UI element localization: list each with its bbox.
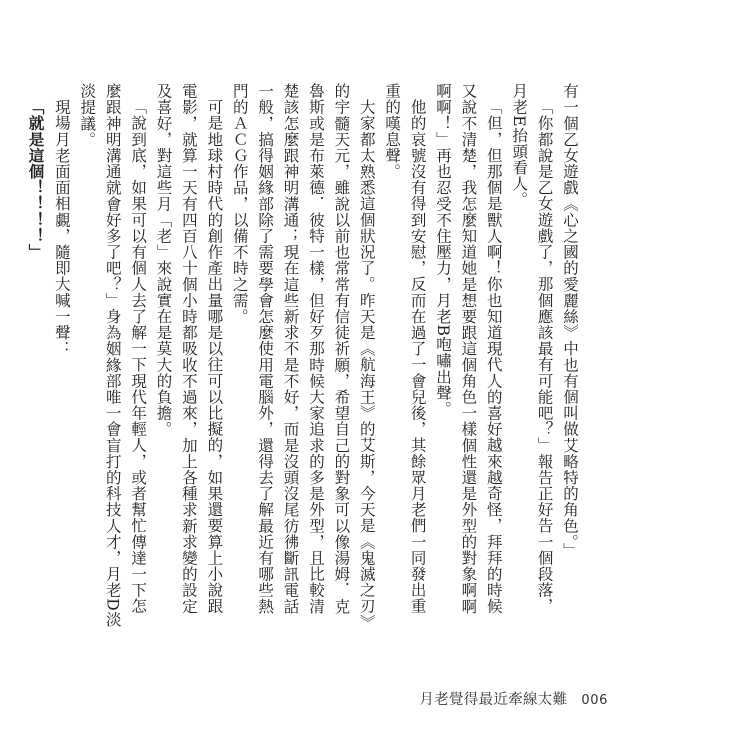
page-footer	[419, 688, 608, 709]
page-number: 006	[581, 693, 608, 708]
paragraph-6: 可是地球村時代的創作產出量哪是以往可以比擬的，如果還要算上小說跟電影，就算一天有四百八十個小時都吸收不過來，加上各種求新求變的設定及喜好，對這些月「老」來說實在是莫大的負擔。	[154, 83, 224, 615]
paragraph-4: 他的哀號沒有得到安慰，反而在過了一會兒後，其餘眾月老們一同發出重重的嘆息聲。	[383, 83, 427, 614]
paragraph-8: 現場月老面面相覷，隨即大喊一聲：	[52, 98, 71, 357]
paragraph-3: 「但，但那個是獸人啊！你也知道現代人的喜好越來越奇怪，拜拜的時候又說不清楚，我怎麼知道她是想要跟這個角色一樣個性還是外型的對象啊啊啊啊！」再也忍受不住壓力，月老B咆嘯出聲。	[433, 83, 503, 615]
body-text	[23, 83, 582, 628]
paragraph-9: 「就是這個！！！！」	[26, 98, 46, 260]
running-title: 月老覺得最近牽線太難	[419, 692, 568, 708]
paragraph-7: 「說到底，如果可以有個人去了解一下現代年輕人，或者幫忙傳達一下怎麼跟神明溝通就會好多了吧？」身為姻緣部唯一會盲打的科技人才，月老D淡淡提議。	[78, 83, 148, 628]
paragraph-2: 「你都說是乙女遊戲了，那個應該最有可能吧？」報告正好告一個段落，月老E抬頭看人。	[510, 83, 554, 614]
paragraph-5: 大家都太熟悉這個狀況了。昨天是《航海王》的艾斯，今天是《鬼滅之刃》的宇髓天元，雖說以前也常常有信徒祈願，希望自己的對象可以像湯姆．克魯斯或是布萊德．彼特一樣，但好歹那時候大家追求的多是外型，且比較清楚該怎麼跟神明溝通；現在這些新求不是不好，而是沒頭沒尾彷彿斷訊電話一般，搞得姻緣部除了需要學會怎麼使用電腦外，還得去了解最近有哪些熱門的ＡＣＧ作品，以備不時之需。	[230, 83, 376, 623]
paragraph-1: 有一個乙女遊戲《心之國的愛麗絲》中也有個叫做艾略特的角色。」	[561, 83, 579, 559]
